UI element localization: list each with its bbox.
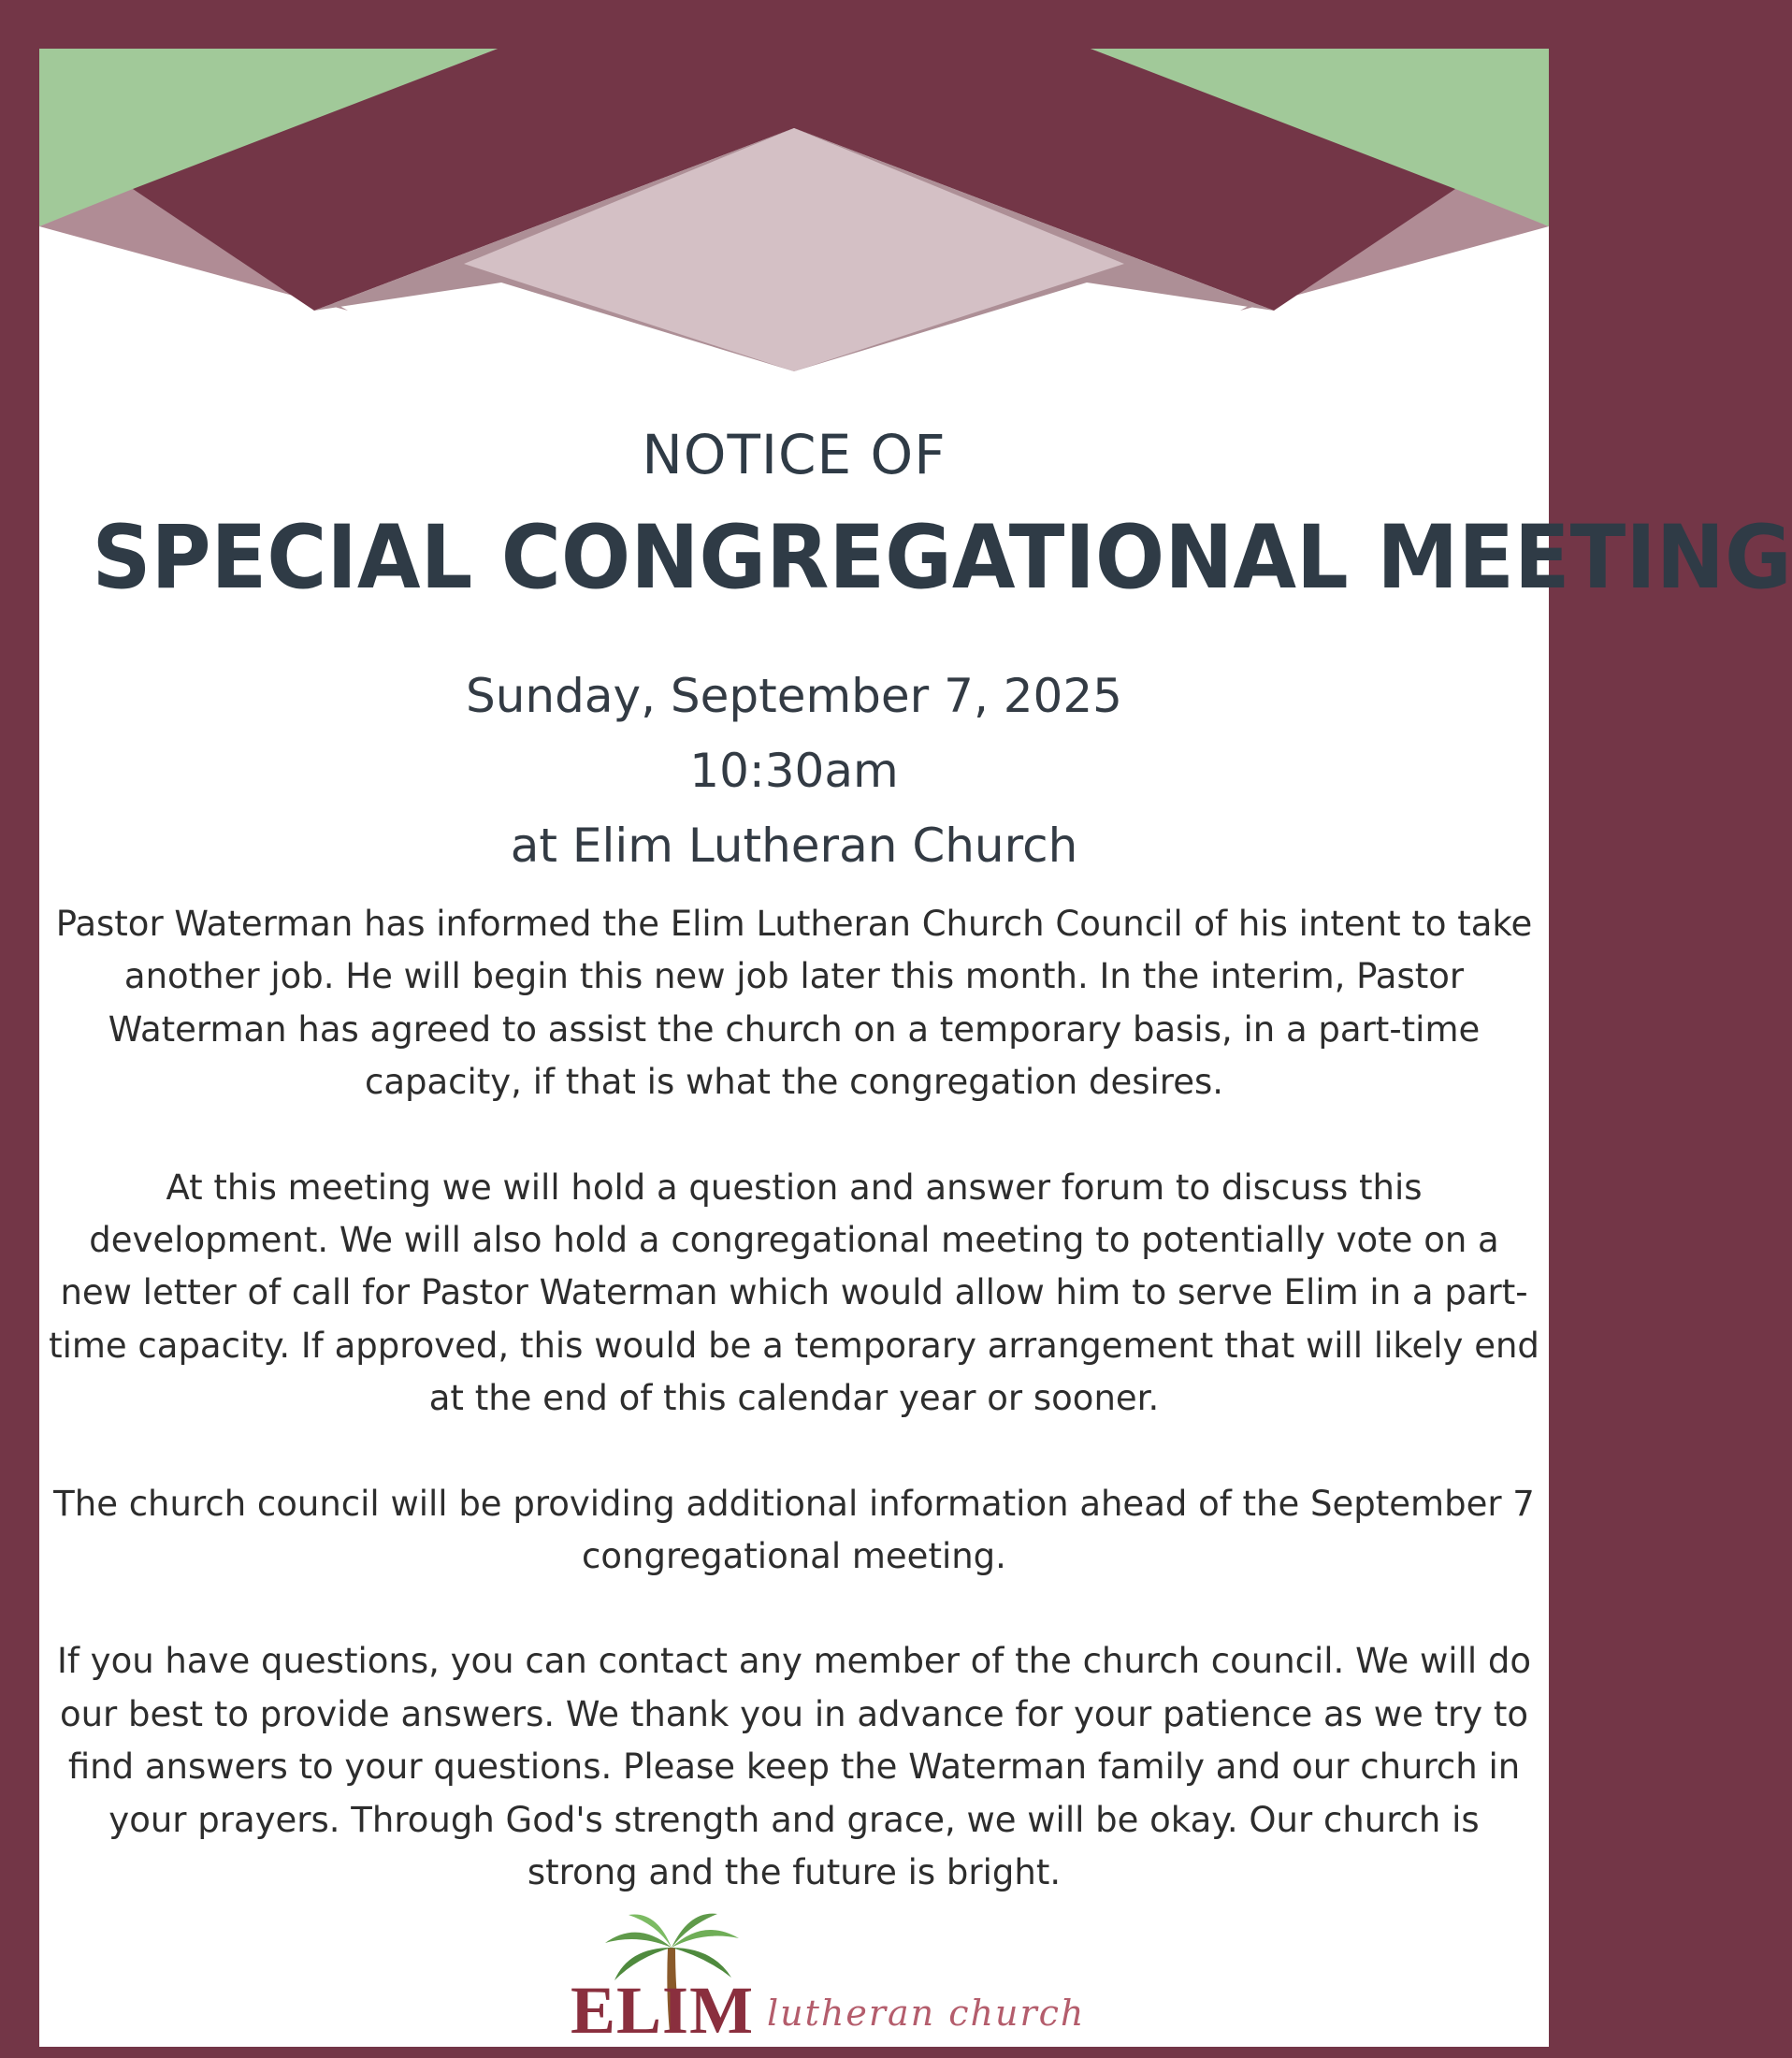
meeting-title: SPECIAL CONGREGATIONAL MEETING: [92, 507, 1792, 609]
event-location: at Elim Lutheran Church: [510, 819, 1078, 873]
paragraph-meeting-purpose: At this meeting we will hold a question and answer forum to discuss this development. We will also hold a congregational meeting to potentially vote on a new letter of call for Pastor Waterman which would allow him to serve Elim in a part-time capacity. If approved, this would be a temporary arrangement that will likely end at the end of this calendar year or sooner.: [49, 1167, 1539, 1419]
logo-subtitle: lutheran church: [767, 1993, 1086, 2034]
logo-elim-text: ELIM: [571, 1973, 755, 2048]
church-logo: [526, 1910, 1124, 2048]
event-details: [39, 659, 1549, 883]
notice-of-heading: NOTICE OF: [642, 423, 947, 486]
paragraph-additional-info: The church council will be providing additional information ahead of the September 7 congregational meeting.: [53, 1483, 1535, 1577]
decorative-banner: [39, 49, 1549, 385]
event-time: 10:30am: [689, 744, 899, 798]
notice-panel: [39, 49, 1792, 2048]
paragraph-questions: If you have questions, you can contact any member of the church council. We will do our best to provide answers. We thank you in advance for your patience as we try to find answers to your questions. Please keep the Waterman family and our church in your prayers. Through God's strength and grace, we will be okay. Our church is strong and the future is bright.: [56, 1641, 1532, 1893]
event-date: Sunday, September 7, 2025: [466, 669, 1122, 723]
paragraph-announcement: Pastor Waterman has informed the Elim Lutheran Church Council of his intent to take another job. He will begin this new job later this month. In the interim, Pastor Waterman has agreed to assist the church on a temporary basis, in a part-time capacity, if that is what the congregation desires.: [55, 904, 1533, 1103]
notice-body: [49, 898, 1539, 1952]
